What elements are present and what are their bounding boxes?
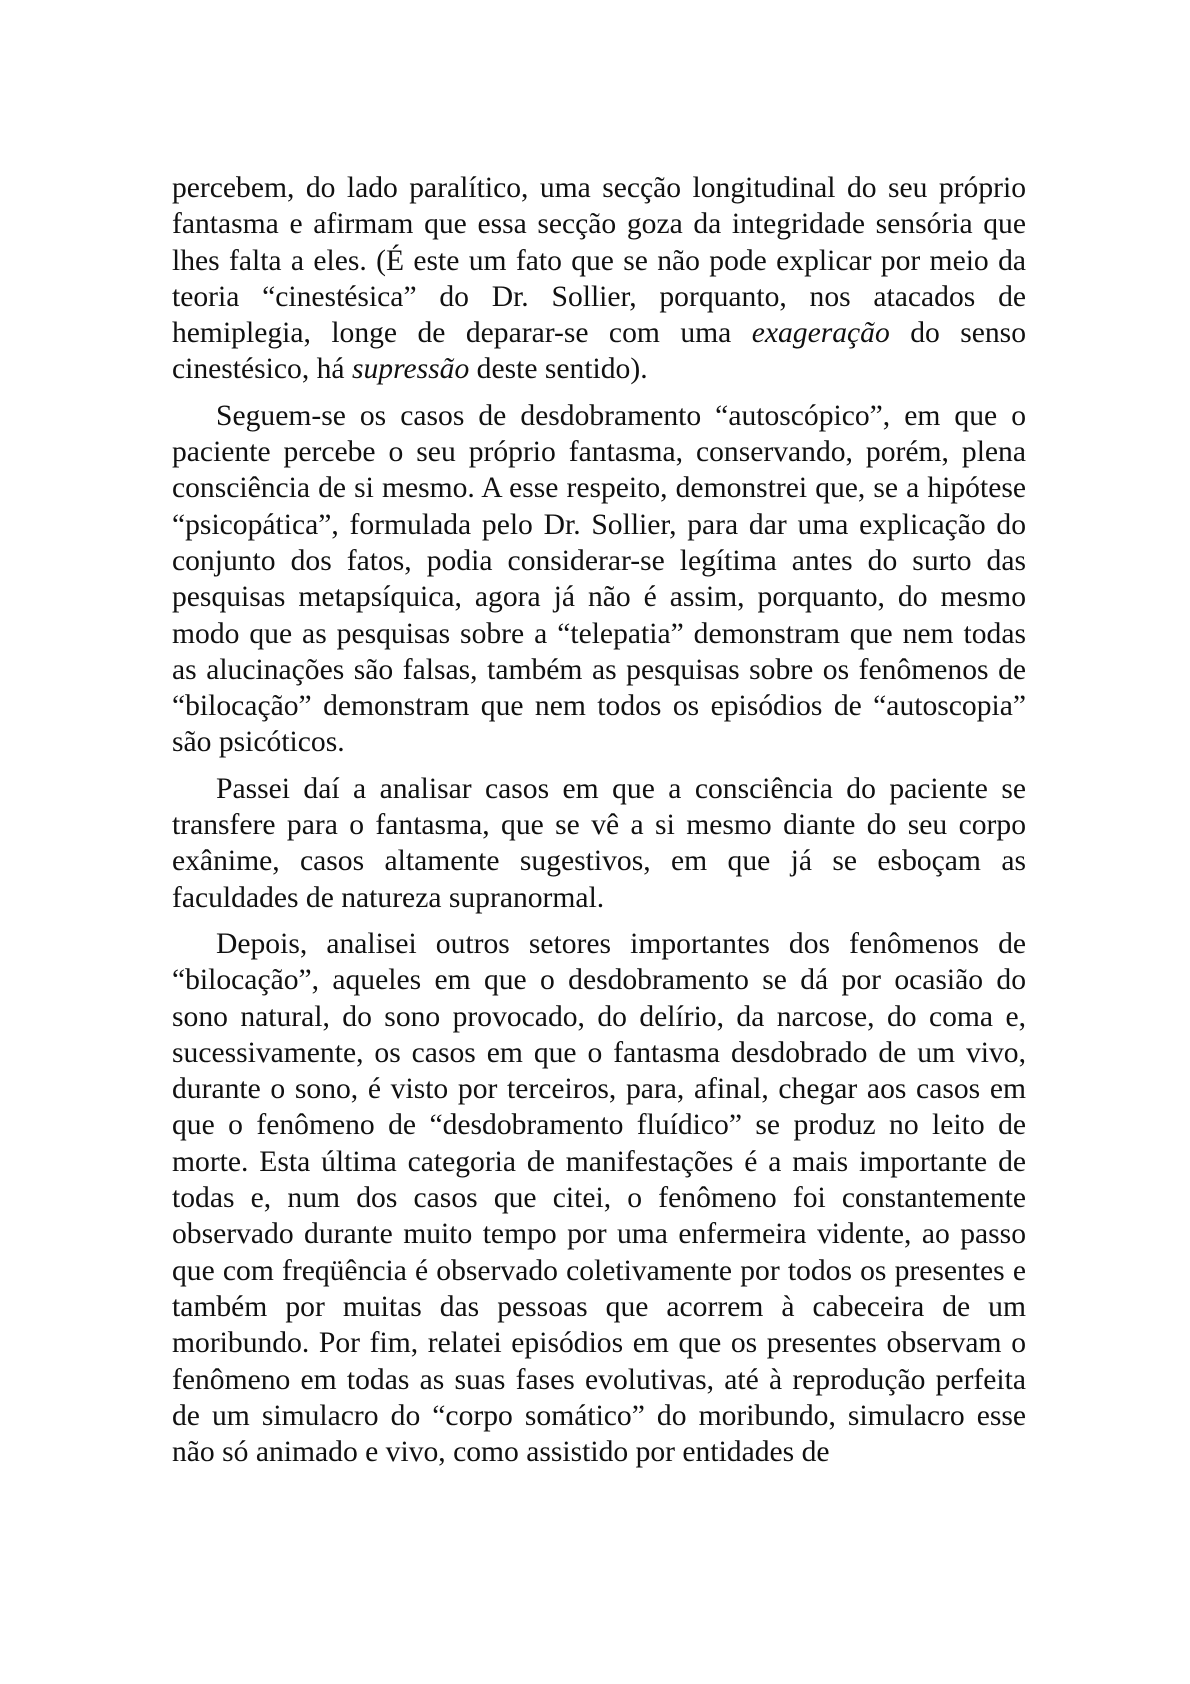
- paragraph-1-italic-exageracao: exageração: [751, 317, 890, 350]
- paragraph-1-italic-supressao: supressão: [351, 353, 470, 386]
- paragraph-2: Seguem-se os casos de desdobramento “autoscópico”, em que o paciente percebe o seu próprio fantasma, conservando, porém, plena consciência de si mesmo. A esse respeito, demonstrei que, se a hipótese “psicopática”, formulada pelo Dr. Sollier, para dar uma explicação do conjunto dos fatos, podia considerar-se legítima antes do surto das pesquisas metapsíquica, agora já não é assim, porquanto, do mesmo modo que as pesquisas sobre a “telepatia” demonstram que nem todas as alucinações são falsas, também as pesquisas sobre os fenômenos de “bilocação” demonstram que nem todos os episódios de “autoscopia” são psicóticos.: [172, 399, 1026, 759]
- paragraph-1-text-b: do senso cinestésico, há: [172, 317, 1026, 386]
- page-body: [172, 170, 1026, 1480]
- paragraph-4: Depois, analisei outros setores importantes dos fenômenos de “bilocação”, aqueles em que o desdobramento se dá por ocasião do sono natural, do sono provocado, do delírio, da narcose, do coma e, sucessivamente, os casos em que o fantasma desdobrado de um vivo, durante o sono, é visto por terceiros, para, afinal, chegar aos casos em que o fenômeno de “desdobramento fluídico” se produz no leito de morte. Esta última categoria de manifestações é a mais importante de todas e, num dos casos que citei, o fenômeno foi constantemente observado durante muito tempo por uma enfermeira vidente, ao passo que com freqüência é observado coletivamente por todos os presentes e também por muitas das pessoas que acorrem à cabeceira de um moribundo. Por fim, relatei episódios em que os presentes observam o fenômeno em todas as suas fases evolutivas, até à reprodução perfeita de um simulacro do “corpo somático” do moribundo, simulacro esse não só animado e vivo, como assistido por entidades de: [172, 927, 1026, 1469]
- paragraph-1: [172, 170, 1026, 388]
- paragraph-1-text-c: deste sentido).: [469, 353, 648, 386]
- paragraph-3: Passei daí a analisar casos em que a consciência do paciente se transfere para o fantasma, que se vê a si mesmo diante do seu corpo exânime, casos altamente sugestivos, em que já se esboçam as faculdades de natureza supranormal.: [172, 772, 1026, 914]
- paragraph-1-text-a: percebem, do lado paralítico, uma secção longitudinal do seu próprio fantasma e afirmam que essa secção goza da integridade sensória que lhes falta a eles. (É este um fato que se não pode explicar por meio da teoria “cinestésica” do Dr. Sollier, porquanto, nos atacados de hemiplegia, longe de deparar-se com uma: [172, 172, 1026, 350]
